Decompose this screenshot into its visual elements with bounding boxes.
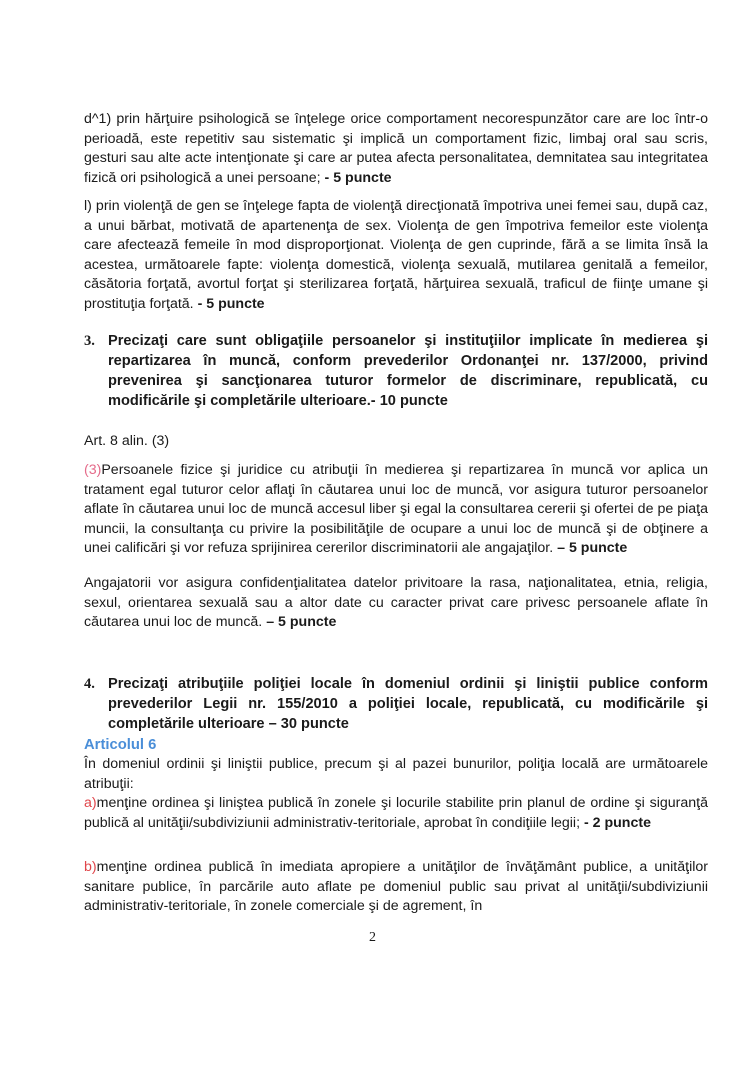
question-3-text: Precizaţi care sunt obligaţiile persoanelor şi instituţiilor implicate în medierea şi repartizarea în muncă, conform prevederilor Ordonanţei nr. 137/2000, privind prevenirea şi sancţionarea tuturor formelor de discriminare, republicată, cu modificările şi completările ulterioare.- 10 puncte [108, 333, 708, 409]
paragraph-l [84, 197, 708, 314]
question-3 [84, 331, 708, 411]
question-4-text: Precizaţi atribuţiile poliţiei locale în domeniul ordinii şi liniştii publice conform prevederilor Legii nr. 155/2010 a poliţiei locale, republicată, cu modificările şi completările ulterioare – 30 puncte [108, 676, 708, 732]
page-number: 2 [369, 930, 376, 945]
paragraph-l-text: l) prin violenţă de gen se înţelege fapta de violenţă direcţionată împotriva unei femei sau, după caz, a unui bărbat, motivată de apartenenţa de sex. Violenţa de gen împotriva femeilor este violenţa care afectează femeile în mod disproporţionat. Violenţa de gen cuprinde, fără a se limita însă la acestea, următoarele fapte: violenţa domestică, violenţa sexuală, mutilarea genitală a femeilor, căsătoria forţată, avortul forţat şi sterilizarea forţată, hărţuirea sexuală, traficul de fiinţe umane şi prostituţia forţată. [84, 198, 708, 312]
article-6-point-b [84, 858, 708, 917]
point-b-text: menţine ordinea publică în imediata apropiere a unităţilor de învăţământ publice, a unităţilor sanitare publice, în parcările auto aflate pe domeniul public sau privat al unităţii/subdiviziunii administrativ-teritoriale, în zonele comerciale şi de agrement, în [84, 859, 708, 914]
paragraph-3-marker: (3) [84, 462, 102, 478]
point-a-points: - 2 puncte [580, 814, 651, 831]
point-a-text: menţine ordinea şi liniştea publică în zonele şi locurile stabilite prin planul de ordine şi siguranţă publică al unităţii/subdiviziunii administrativ-teritoriale, aprobat în condiţiile legii; [84, 795, 708, 831]
point-b-marker: b) [84, 859, 97, 875]
paragraph-d1 [84, 110, 708, 188]
paragraph-3-points: – 5 puncte [553, 540, 628, 556]
paragraph-l-points: - 5 puncte [193, 295, 265, 312]
article-6-intro: În domeniul ordinii şi liniştii publice, precum şi al pazei bunurilor, poliţia locală are următoarele atribuţii: [84, 756, 708, 792]
paragraph-angajatorii-points: – 5 puncte [262, 614, 337, 630]
question-4-number: 4. [84, 676, 95, 692]
paragraph-d1-text: d^1) prin hărţuire psihologică se înţelege orice comportament necorespunzător care are loc într-o perioadă, este repetitiv sau sistematic şi implică un comportament fizic, limbaj oral sau scris, gesturi sau alte acte intenţionate şi care ar putea afecta personalitatea, demnitatea sau integritatea fizică ori psihologică a unei persoane; [84, 111, 708, 186]
paragraph-d1-points: - 5 puncte [320, 169, 392, 186]
question-3-number: 3. [84, 333, 95, 349]
paragraph-angajatorii-text: Angajatorii vor asigura confidenţialitatea datelor privitoare la rasa, naţionalitatea, etnia, religia, sexul, orientarea sexuală sau a altor date cu caracter privat care privesc persoanele aflate în căutarea unui loc de muncă. [84, 575, 708, 630]
article-6-point-a [84, 794, 708, 833]
art8-reference: Art. 8 alin. (3) [84, 433, 170, 449]
article-6-title: Articolul 6 [84, 737, 157, 753]
paragraph-art8-3 [84, 461, 708, 559]
question-4 [84, 674, 708, 734]
paragraph-angajatorii [84, 574, 708, 633]
paragraph-3-text: Persoanele fizice şi juridice cu atribuţii în medierea şi repartizarea în muncă vor aplica un tratament egal tuturor celor aflaţi în căutarea unui loc de muncă, vor asigura tuturor persoanelor aflate în căutarea unui loc de muncă accesul liber şi egal la consultarea cererii şi ofertei de pe piaţa muncii, la consultanţa cu privire la posibilităţile de ocupare a unui loc de muncă şi de obţinere a unei calificări şi vor refuza sprijinirea cererilor discriminatorii ale angajaţilor. [84, 462, 708, 556]
point-a-marker: a) [84, 795, 97, 811]
